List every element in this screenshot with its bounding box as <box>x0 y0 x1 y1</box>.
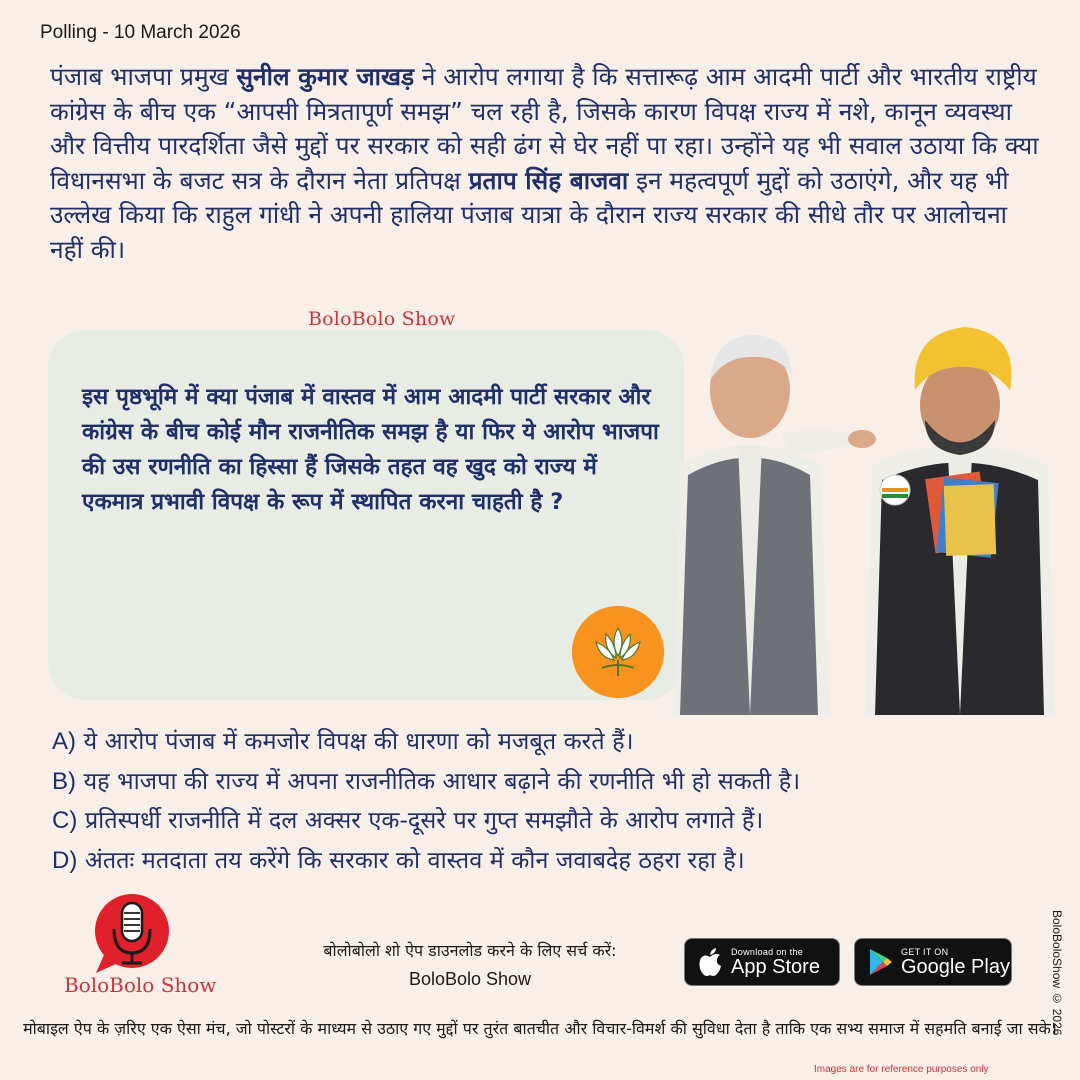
right-figure <box>865 327 1055 715</box>
copyright: BoloBoloShow © 2026 <box>1050 910 1064 1036</box>
app-name: BoloBolo Show <box>408 969 532 989</box>
google-play-button[interactable] <box>854 938 1012 986</box>
reference-note: Images are for reference purposes only <box>814 1064 989 1075</box>
intro-text-3: इन महत्वपूर्ण मुद्दों को उठाएंगे, और यह भी उल्लेख किया कि राहुल गांधी ने अपनी हालिया पंजाब यात्रा के दौरान राज्य सरकार की सीधे तौर पर आलोचना नहीं की। <box>50 165 1009 264</box>
search-hint-text: बोलोबोलो शो ऐप डाउनलोड करने के लिए सर्च करें: <box>323 941 617 960</box>
left-figure <box>670 335 876 715</box>
google-play-icon <box>867 947 893 977</box>
intro-text-1: पंजाब भाजपा प्रमुख <box>50 62 237 91</box>
apple-icon <box>697 947 723 977</box>
option-c[interactable]: C) प्रतिस्पर्धी राजनीति में दल अक्सर एक-दूसरे पर गुप्त समझौते के आरोप लगाते हैं। <box>52 806 764 834</box>
option-b[interactable]: B) यह भाजपा की राज्य में अपना राजनीतिक आधार बढ़ाने की रणनीति भी हो सकती है। <box>52 766 801 795</box>
appstore-big-text: App Store <box>731 956 820 978</box>
leader-name-bajwa: प्रताप सिंह बाजवा <box>468 165 629 195</box>
app-search-hint <box>250 937 690 993</box>
footer-logo-text: BoloBolo Show <box>64 973 217 997</box>
politicians-illustration <box>660 315 1080 715</box>
googleplay-big-text: Google Play <box>901 956 1010 978</box>
poll-date: Polling - 10 March 2026 <box>40 22 241 43</box>
option-a[interactable]: A) ये आरोप पंजाब में कमजोर विपक्ष की धारणा को मजबूत करते हैं। <box>52 727 634 755</box>
option-d[interactable]: D) अंततः मतदाता तय करेंगे कि सरकार को वास्तव में कौन जवाबदेह ठहरा रहा है। <box>52 845 745 874</box>
app-store-button[interactable] <box>684 938 840 986</box>
googleplay-small-text: GET IT ON <box>901 947 949 957</box>
lotus-icon <box>572 606 664 698</box>
brand-label: BoloBolo Show <box>308 308 456 330</box>
question-text: इस पृष्ठभूमि में क्या पंजाब में वास्तव में आम आदमी पार्टी सरकार और कांग्रेस के बीच कोई मौन राजनीतिक समझ है या फिर ये आरोप भाजपा की उस रणनीति का हिस्सा हैं जिसके तहत वह खुद को राज्य में एकमात्र प्रभावी विपक्ष के रूप में स्थापित करना चाहती है ? <box>82 384 659 515</box>
appstore-small-text: Download on the <box>731 947 804 957</box>
answer-options <box>52 722 1052 880</box>
leader-name-jakhar: सुनील कुमार जाखड़ <box>236 62 415 91</box>
footer-description: मोबाइल ऐप के ज़रिए एक ऐसा मंच, जो पोस्टरों के माध्यम से उठाए गए मुद्दों पर तुरंत बातचीत और विचार-विमर्श की सुविधा देता है ताकि एक सभ्य समाज में सहमति बनाई जा सके। <box>23 1019 1057 1038</box>
intro-paragraph <box>50 60 1040 267</box>
intro-text-2: ने आरोप लगाया है कि सत्तारूढ़ आम आदमी पार्टी और भारतीय राष्ट्रीय कांग्रेस के बीच एक “आपसी मित्रतापूर्ण समझ” चल रही है, जिसके कारण विपक्ष राज्य में नशे, कानून व्यवस्था और वित्तीय पारदर्शिता जैसे मुद्दों पर सरकार को सही ढंग से घेर नहीं पा रहा। उन्होंने यह भी सवाल उठाया कि क्या विधानसभा के बजट सत्र के दौरान नेता प्रतिपक्ष <box>50 62 1039 195</box>
